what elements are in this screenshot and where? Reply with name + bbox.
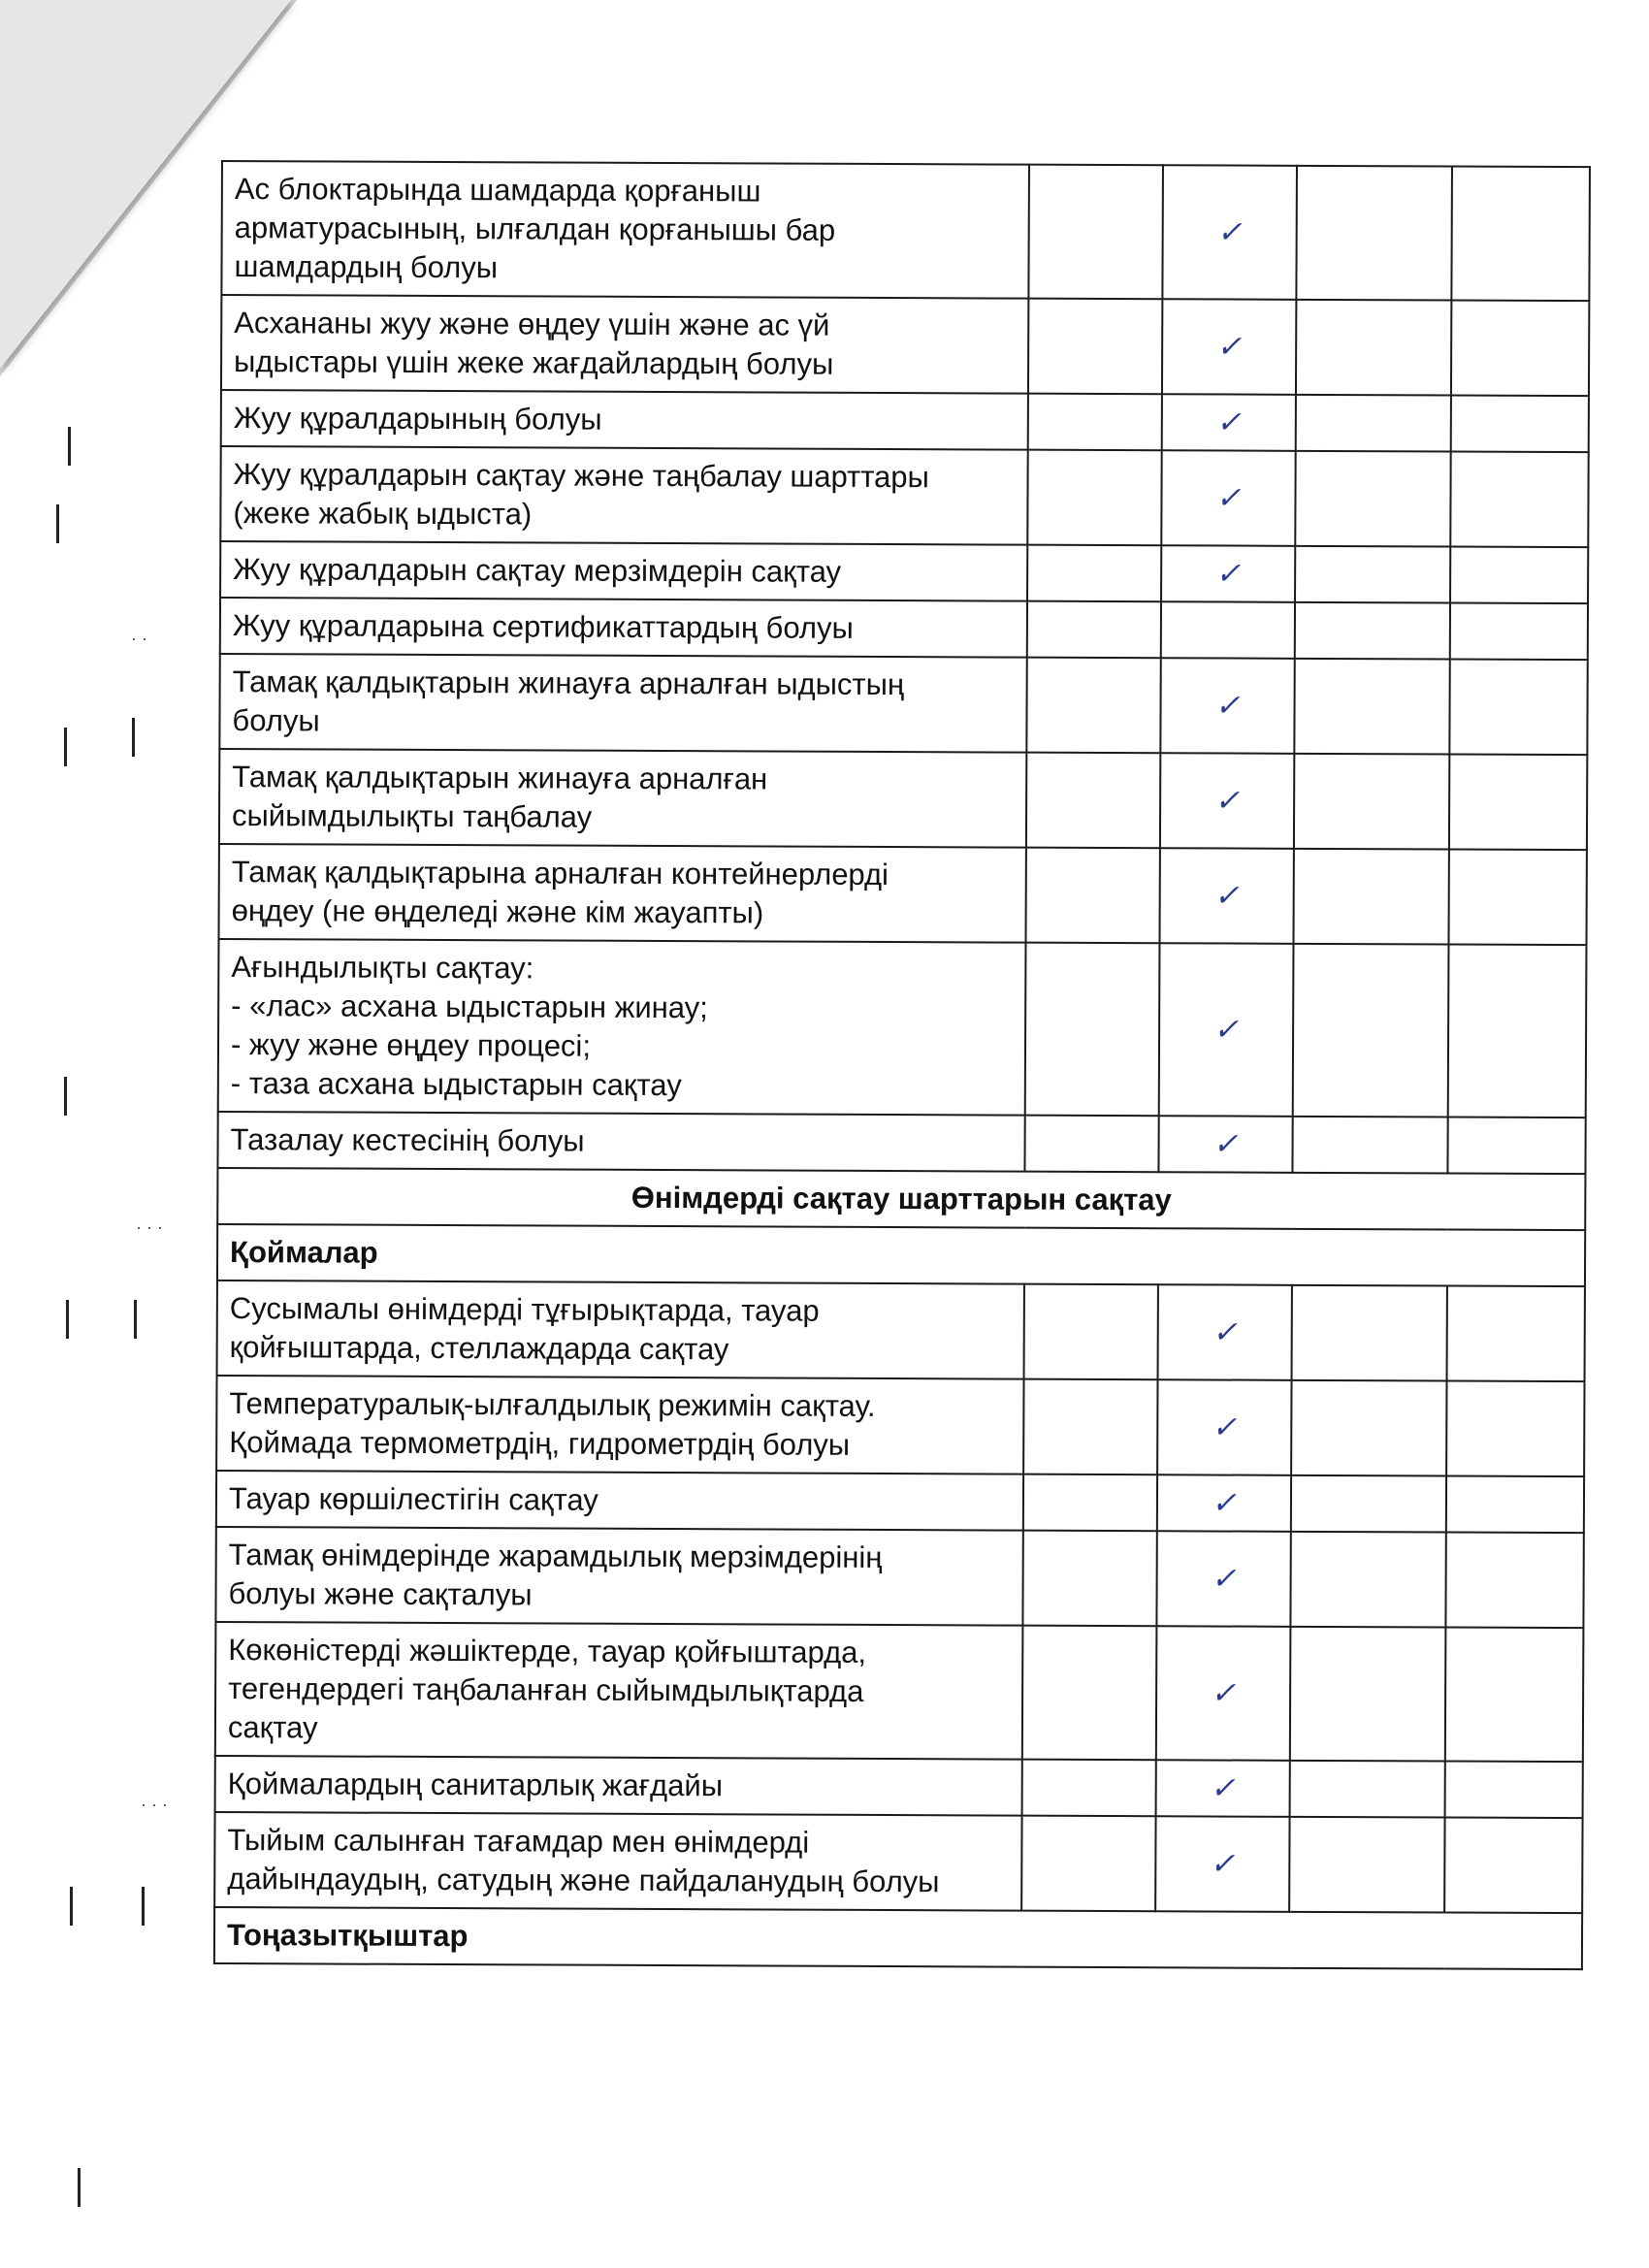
requirement-text-line: Тыйым салынған тағамдар мен өнімдерді [227,1823,810,1860]
table-row [220,598,1588,660]
table-row [218,939,1587,1118]
check-mark: ✓ [1216,214,1243,250]
check-mark-cell [1158,1116,1292,1173]
requirement-text-line: - «лас» асхана ыдыстарын жинау; [231,988,708,1025]
table-row [216,1376,1584,1476]
check-mark: ✓ [1216,329,1243,365]
check-mark-cell [1156,1760,1290,1817]
empty-cell [1022,1531,1156,1627]
requirement-text-line: Тамақ қалдықтарын жинауға арналған [232,760,768,796]
requirement-text-line: Тауар көршілестігін сақтау [228,1481,598,1517]
empty-cell [1294,659,1449,755]
table-row [216,1471,1584,1533]
scan-artifact [64,1077,67,1116]
requirement-cell [218,939,1026,1116]
check-mark: ✓ [1210,1846,1236,1882]
requirement-cell [219,749,1026,848]
empty-cell [1021,1816,1155,1912]
empty-cell [1451,301,1589,397]
scan-artifact [132,718,135,757]
empty-cell [1028,394,1162,451]
empty-cell [1290,1627,1446,1762]
table-row [215,1527,1583,1628]
requirement-text-line: ыдыстары үшін жеке жағдайлардың болуы [234,344,834,381]
requirement-text-line: болуы [232,703,320,738]
empty-cell [1446,1381,1584,1477]
empty-cell [1027,450,1161,546]
empty-cell [1294,754,1449,850]
empty-cell [1448,945,1587,1118]
requirement-cell [221,161,1029,299]
table-row [221,295,1589,396]
requirement-text-line: сыйымдылықты таңбалау [231,798,593,834]
requirement-cell [220,598,1027,658]
requirement-text-line: Тазалау кестесінің болуы [230,1122,585,1158]
requirement-text-line: Жуу құралдарына сертификаттардың болуы [232,608,854,645]
requirement-text-line: Жуу құралдарын сақтау және таңбалау шарттары [233,457,929,495]
empty-cell [1291,1475,1446,1533]
scan-artifact [68,427,71,466]
scan-artifact: · · [131,629,147,648]
requirement-text-line: Жуу құралдарының болуы [233,401,602,437]
checklist-table [213,160,1591,1970]
check-mark-cell [1157,1379,1291,1475]
subsection-title: Қоймалар [217,1224,1585,1286]
check-mark-cell [1162,165,1297,300]
empty-cell [1295,451,1450,547]
scan-artifact [64,728,67,766]
empty-cell [1028,299,1162,395]
requirement-text-line: Ас блоктарында шамдарда қорғаныш [234,172,761,209]
empty-cell [1295,546,1450,603]
scan-artifact [70,1887,73,1926]
check-mark-cell [1161,450,1295,546]
requirement-cell [216,1471,1023,1531]
requirement-cell [217,1280,1024,1379]
empty-cell [1290,1761,1445,1818]
check-mark: ✓ [1211,1561,1237,1597]
empty-cell [1293,849,1448,945]
scan-artifact: · · · [141,1795,168,1814]
table-row [219,654,1587,755]
scan-artifact [142,1887,145,1926]
empty-cell [1023,1379,1157,1475]
empty-cell [1450,547,1588,604]
requirement-text-line: - таза асхана ыдыстарын сақтау [230,1066,682,1103]
empty-cell [1024,1284,1158,1380]
empty-cell [1449,660,1587,756]
empty-cell [1444,1818,1582,1914]
section-title: Өнімдерді сақтау шарттарын сақтау [217,1168,1585,1230]
requirement-text-line: дайындаудың, сатудың және пайдаланудың болуы [227,1862,940,1899]
empty-cell [1451,396,1589,453]
empty-cell [1022,1760,1156,1817]
requirement-cell [221,390,1028,450]
requirement-text-line: шамдардың болуы [234,249,499,285]
empty-cell [1027,545,1161,602]
empty-cell [1025,943,1160,1117]
empty-cell [1028,165,1163,300]
requirement-cell [217,1112,1024,1172]
requirement-cell [220,541,1027,601]
table-row [221,390,1589,452]
scan-artifact [66,1300,69,1339]
subsection-row [214,1907,1582,1969]
check-mark-cell [1162,394,1296,451]
requirement-text-line: арматурасының, ылғалдан қорғанышы бар [234,211,836,247]
requirement-text-line: Қоймада термометрдің, гидрометрдің болуы [229,1425,851,1462]
requirement-text-line: - жуу және өңдеу процесі; [230,1027,592,1063]
check-mark: ✓ [1211,1485,1238,1521]
requirement-text-line: Тамақ өнімдерінде жарамдылық мерзімдерінің [228,1538,883,1574]
requirement-cell [220,446,1027,545]
empty-cell [1296,395,1451,452]
checklist-body [214,161,1590,1969]
empty-cell [1451,167,1590,302]
check-mark: ✓ [1210,1770,1236,1806]
subsection-title: Тоңазытқыштар [214,1907,1582,1969]
requirement-text-line: Жуу құралдарын сақтау мерзімдерін сақтау [233,552,842,589]
check-mark-cell [1155,1816,1289,1912]
requirement-text-line: өңдеу (не өңделеді және кім жауапты) [231,893,764,930]
table-row [220,446,1588,547]
scan-artifact [78,2168,81,2207]
empty-cell [1026,658,1160,754]
empty-cell [1289,1817,1444,1913]
table-row [217,1112,1585,1174]
table-row [219,749,1587,850]
requirement-cell [216,1376,1023,1474]
check-mark-cell [1158,1284,1292,1380]
empty-cell [1292,1285,1447,1381]
check-mark: ✓ [1213,878,1240,914]
table-row [218,844,1586,945]
requirement-text-line: сақтау [227,1710,318,1745]
requirement-cell [219,654,1026,753]
check-mark-cell [1157,1474,1291,1532]
check-mark: ✓ [1215,480,1242,516]
empty-cell [1293,944,1449,1118]
scan-artifact: · · · [136,1217,163,1237]
check-mark-cell [1160,753,1294,849]
empty-cell [1295,602,1450,660]
empty-cell [1290,1532,1445,1628]
requirement-text-line: Ағындылықты сақтау: [231,950,534,986]
check-mark: ✓ [1212,1126,1239,1162]
check-mark: ✓ [1215,556,1242,592]
check-mark-cell [1161,545,1295,602]
empty-cell [1448,850,1586,946]
requirement-text-line: Қоймалардың санитарлық жағдайы [227,1766,724,1803]
empty-cell [1025,848,1159,944]
empty-cell [1445,1628,1584,1763]
requirement-text-line: болуы және сақталуы [228,1576,533,1612]
check-mark: ✓ [1215,405,1242,440]
check-mark-cell [1161,601,1295,659]
check-mark-cell [1156,1626,1291,1761]
empty-cell [1447,1118,1585,1175]
table-row [220,541,1588,603]
empty-cell [1447,1286,1585,1382]
empty-cell [1024,1116,1158,1173]
requirement-cell [215,1622,1023,1760]
check-mark: ✓ [1213,1012,1240,1048]
requirement-text-line: қойғыштарда, стеллаждарда сақтау [229,1330,729,1367]
table-row [214,1812,1582,1913]
empty-cell [1296,166,1452,301]
requirement-cell [214,1812,1021,1911]
empty-cell [1450,452,1588,548]
check-mark: ✓ [1212,1409,1238,1445]
scan-artifact [56,504,59,543]
requirement-cell [215,1527,1022,1626]
empty-cell [1291,1380,1446,1476]
empty-cell [1446,1476,1584,1534]
table-row [215,1756,1583,1818]
check-mark: ✓ [1214,688,1241,724]
empty-cell [1023,1474,1157,1532]
check-mark: ✓ [1212,1314,1238,1350]
empty-cell [1026,753,1160,849]
requirement-cell [221,295,1028,394]
empty-cell [1449,755,1587,851]
empty-cell [1027,601,1161,659]
requirement-text-line: (жеке жабық ыдыста) [233,496,533,532]
empty-cell [1445,1533,1583,1629]
check-mark: ✓ [1214,783,1241,819]
empty-cell [1022,1626,1157,1761]
requirement-text-line: Температуралық-ылғалдылық режимін сақтау. [229,1386,876,1423]
empty-cell [1445,1762,1583,1819]
requirement-text-line: Асхананы жуу және өңдеу үшін және ас үй [234,306,830,342]
table-row [221,161,1590,301]
empty-cell [1450,603,1588,661]
requirement-text-line: тегендердегі таңбаланған сыйымдылықтарда [228,1671,864,1708]
subsection-row [217,1224,1585,1286]
section-row [217,1168,1585,1230]
requirement-cell [215,1756,1022,1816]
requirement-text-line: Көкөністерді жәшіктерде, тауар қойғыштарда, [228,1633,867,1669]
empty-cell [1292,1117,1447,1174]
check-mark-cell [1162,299,1296,395]
check-mark-cell [1159,943,1294,1117]
requirement-cell [218,844,1025,943]
table-row [215,1622,1584,1762]
check-mark-cell [1160,658,1294,754]
check-mark: ✓ [1211,1675,1237,1711]
requirement-text-line: Тамақ қалдықтарын жинауға арналған ыдыстың [232,664,905,702]
requirement-text-line: Тамақ қалдықтарына арналған контейнерлерді [231,855,889,892]
check-mark-cell [1159,848,1293,944]
requirement-text-line: Сусымалы өнімдерді тұғырықтарда, тауар [229,1291,820,1328]
check-mark-cell [1156,1531,1290,1627]
table-row [217,1280,1585,1381]
scan-artifact [134,1300,137,1339]
empty-cell [1296,300,1451,396]
